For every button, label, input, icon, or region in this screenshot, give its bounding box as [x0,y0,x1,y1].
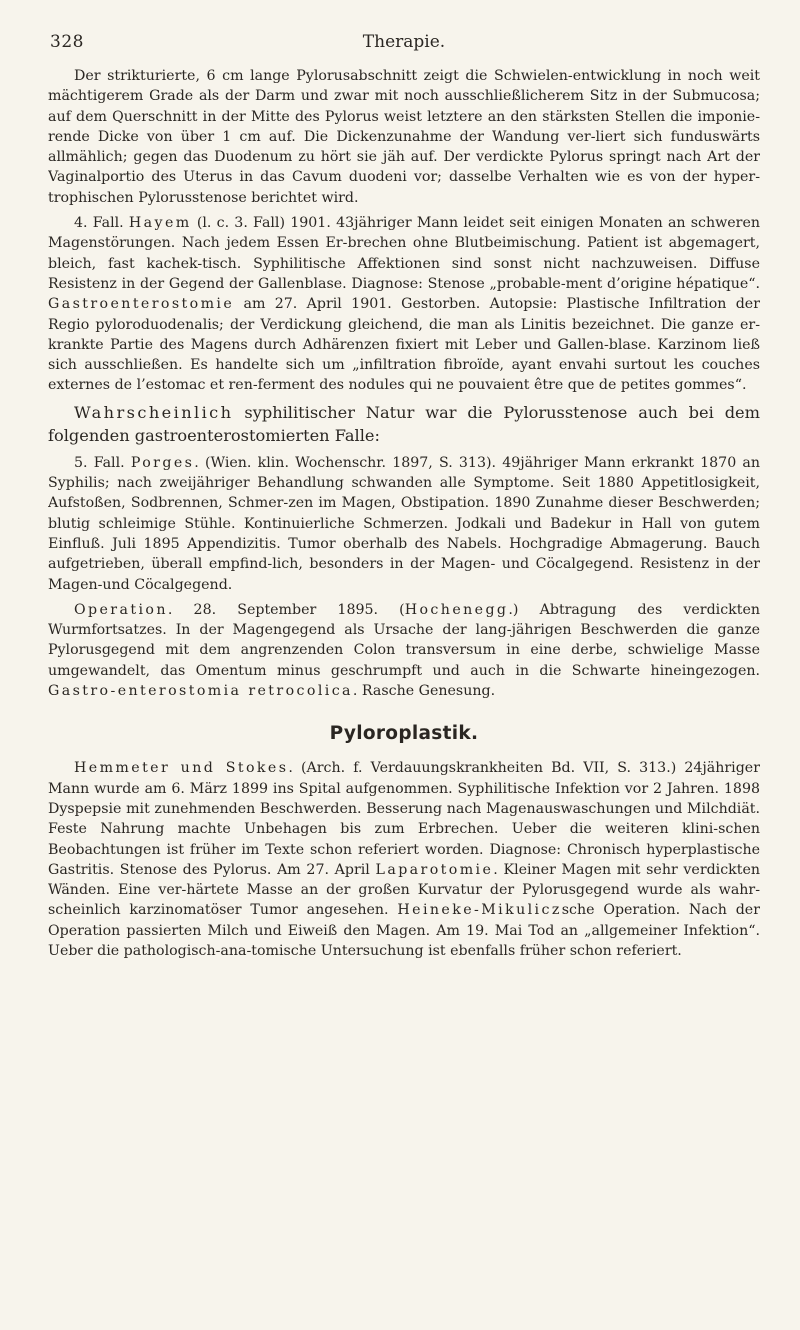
author-names: Hemmeter und Stokes [74,760,289,777]
case-text-continued: . Kleiner Magen mit sehr verdickten Wänden. Eine ver-härtete Masse an der großen Kurvatur der Pylorusgegend wurde als wahr-scheinlich karzinomatöser Tumor angesehen. [48,861,760,919]
case-text-continued: am 27. April 1901. Gestorben. Autopsie: Plastische Infiltration der Regio pyloroduodenalis; der Verdickung gleichend, die man als Linitis bezeichnet. Die ganze er-krankte Partie des Magens durch Adhärenzen fixiert mit Leber und Gallen-blase. Karzinom ließ sich ausschließen. Es handelte sich um „infiltration fibroïde, ayant envahi surtout les couches externes de l’estomac et ren-ferment des nodules qui ne pouvaient être que de petites gommes“. [48,296,760,394]
operation-label: Operation [74,601,168,618]
book-page [48,20,760,1310]
operation-name: Gastroenterostomie [48,296,235,313]
page-header [48,20,760,66]
operation-text-continued: .) Abtragung des verdickten Wurmfortsatzes. In der Magengegend als Ursache der lang-jährigen Beschwerden die ganze Pylorusgegend mit dem angrenzenden Colon transversum in eine derbe, schwielige Masse umgewandelt, das Omentum minus geschrumpft und auch in die Schwarte hineingezogen. [48,601,760,679]
case-text: . (Arch. f. Verdauungskrankheiten Bd. VII, S. 313.) 24jähriger Mann wurde am 6. März 1899 ins Spital aufgenommen. Syphilitische Infektion vor 2 Jahren. 1898 Dyspepsie mit zunehmenden Beschwerden. Besserung nach Magenauswaschungen und Milchdiät. Feste Nahrung machte Unbehagen bis zum Erbrechen. Ueber die weiteren klini-schen Beobachtungen ist früher im Texte schon referiert worden. Diagnose: Chronisch hyperplastische Gastritis. Stenose des Pylorus. Am 27. April [48,760,760,878]
case-label: 5. Fall. [74,454,131,471]
author-name: Hayem [128,215,192,232]
case-label: 4. Fall. [74,215,129,232]
body-text [48,66,760,961]
paragraph-text: syphilitischer Natur war die Pylorusstenose auch bei dem folgenden gastroenterostomierten Falle: [48,402,760,445]
surgeon-name: Hochenegg [404,601,509,618]
paragraph-case-5-porges [48,453,760,595]
paragraph-operation-hochenegg [48,600,760,701]
emphasized-word: Wahrscheinlich [74,402,234,422]
page-number: 328 [50,32,84,52]
case-text: . (Wien. klin. Wochenschr. 1897, S. 313). 49jähriger Mann erkrankt 1870 an Syphilis; nach zweijähriger Behandlung schwanden alle Symptome. Seit 1880 Appetitlosigkeit, Aufstoßen, Sodbrennen, Schmer-zen im Magen, Obstipation. 1890 Zunahme dieser Beschwerden; blutig schleimige Stühle. Kontinuierliche Schmerzen. Jodkali und Badekur in Hall von gutem Einfluß. Juli 1895 Appendizitis. Tumor oberhalb des Nabels. Hochgradige Abmagerung. Bauch aufgetrieben, überall empfind-lich, besonders in der Magen- und Cöcalgegend. Resistenz in der Magen-und Cöcalgegend. [48,454,760,593]
paragraph-probable-syphilitic [48,401,760,447]
author-name: Porges [130,454,195,471]
paragraph-case-4-hayem [48,213,760,396]
section-heading-pyloroplastik: Pyloroplastik. [329,723,479,745]
procedure-name: Gastro-enterostomia retrocolica [48,683,353,700]
paragraph-pylorus-description: Der strikturierte, 6 cm lange Pylorusabschnitt zeigt die Schwielen-entwicklung in noch weit mächtigerem Grade als der Darm und zwar mit noch ausschließlicherem Sitz in der Submucosa; auf dem Querschnitt in der Mitte des Pylorus weist letztere an den stärksten Stellen die imponie-rende Dicke von über 1 cm auf. Die Dickenzunahme der Wandung ver-liert sich funduswärts allmählich; gegen das Duodenum zu hört sie jäh auf. Der verdickte Pylorus springt nach Art der Vaginalportio des Uterus in das Cavum duodeni vor; dasselbe Verhalten wie es von der hyper-trophischen Pylorusstenose berichtet wird. [48,68,760,206]
operation-outcome: . Rasche Genesung. [352,683,496,700]
running-title: Therapie. [362,32,446,52]
case-text: (l. c. 3. Fall) 1901. 43jähriger Mann leidet seit einigen Monaten an schweren Magenstörungen. Nach jedem Essen Er-brechen ohne Blutbeimischung. Patient ist abgemagert, bleich, fast kachek-tisch. Syphilitische Affektionen sind sonst nicht nachzuweisen. Diffuse Resistenz in der Gegend der Gallenblase. Diagnose: Stenose „probable-ment d’origine hépatique“. [48,215,760,292]
procedure-heineke-mikulicz: Heineke-Mikulicz [397,902,562,919]
case-text-final: sche Operation. Nach der Operation passierten Milch und Eiweiß den Magen. Am 19. Mai Tod an „allgemeiner Infektion“. Ueber die pathologisch-ana-tomische Untersuchung ist ebenfalls früher schon referiert. [48,902,760,959]
paragraph-hemmeter-stokes [48,758,760,961]
operation-text: . 28. September 1895. ( [167,601,405,618]
procedure-laparotomie: Laparotomie [375,861,494,878]
